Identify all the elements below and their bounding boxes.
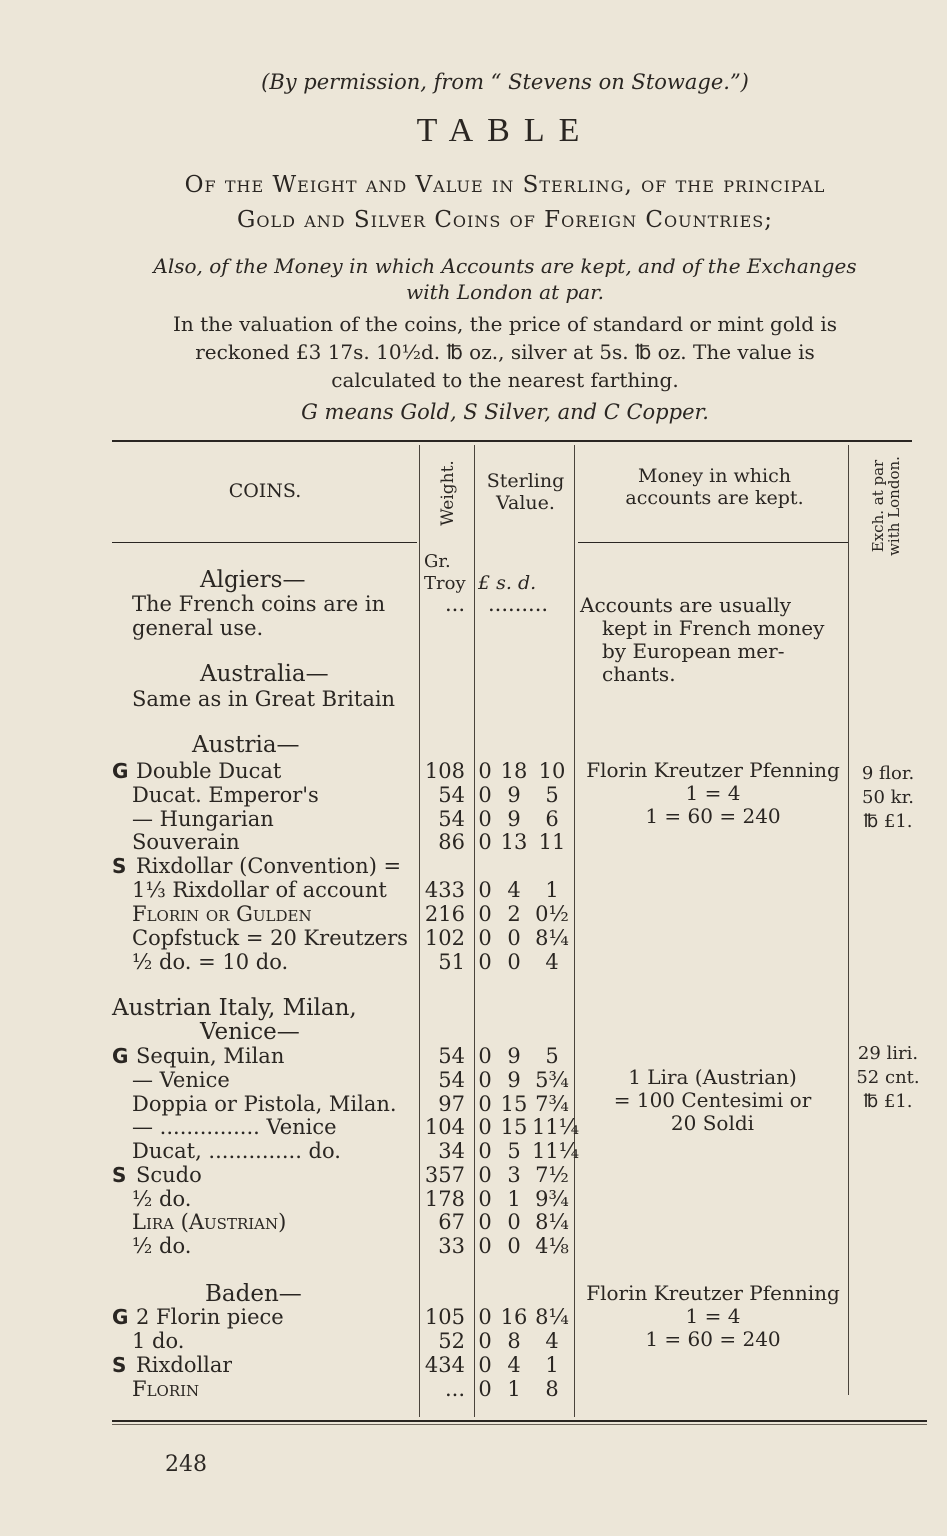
valuation-paragraph xyxy=(90,310,920,394)
weight-value: 52 xyxy=(438,1329,465,1353)
pounds-value: 0 xyxy=(478,1092,492,1116)
coin-name: Lira (Austrian) xyxy=(132,1210,287,1234)
country-heading: Austria— xyxy=(192,732,300,758)
pounds-value: 0 xyxy=(478,1115,492,1139)
weight-value: 54 xyxy=(438,1068,465,1092)
money-note-line: kept in French money xyxy=(602,616,825,640)
money-note-line: 9 flor. xyxy=(861,763,915,784)
metal-mark: G xyxy=(112,759,129,783)
column-divider-money xyxy=(574,445,575,1417)
pence-value: 1 xyxy=(545,878,559,902)
pence-value: 4 xyxy=(545,1329,559,1353)
weight-value: 216 xyxy=(424,902,465,926)
shillings-value: 0 xyxy=(507,950,521,974)
money-note-line: 1 = 4 xyxy=(685,1304,741,1328)
pounds-value: 0 xyxy=(478,807,492,831)
coin-name: ½ do. xyxy=(132,1234,192,1258)
permission-note: (By permission, from “ Stevens on Stowage.”) xyxy=(261,70,749,94)
coin-name: Doppia or Pistola, Milan. xyxy=(132,1092,397,1116)
shillings-value: 9 xyxy=(507,783,521,807)
money-note-line: Accounts are usually xyxy=(580,593,792,617)
pence-value: 7½ xyxy=(535,1163,569,1187)
coin-name: Sequin, Milan xyxy=(136,1044,285,1068)
shillings-value: 15 xyxy=(500,1092,528,1116)
header-sterling: Sterling Value. xyxy=(486,470,565,514)
pence-value: 5 xyxy=(545,1044,559,1068)
metal-legend: G means Gold, S Silver, and C Copper. xyxy=(301,400,709,424)
metal-mark: G xyxy=(112,1044,129,1068)
pounds-value: 0 xyxy=(478,1210,492,1234)
pence-value: 9¾ xyxy=(535,1187,569,1211)
weight-value: 34 xyxy=(438,1139,465,1163)
pence-value: 0½ xyxy=(535,902,569,926)
pence-value: 8¼ xyxy=(535,926,569,950)
shillings-value: 9 xyxy=(507,1044,521,1068)
shillings-value: 2 xyxy=(507,902,521,926)
pounds-value: 0 xyxy=(478,902,492,926)
coin-name: Same as in Great Britain xyxy=(132,687,396,711)
weight-value: 51 xyxy=(438,950,465,974)
shillings-value: 8 xyxy=(507,1329,521,1353)
shillings-value: 3 xyxy=(507,1163,521,1187)
weight-value: 54 xyxy=(438,783,465,807)
pounds-value: 0 xyxy=(478,1234,492,1258)
also-line-1: Also, of the Money in which Accounts are kept, and of the Exchanges xyxy=(153,254,857,278)
pence-value: 4 xyxy=(545,950,559,974)
pounds-value: 0 xyxy=(478,1068,492,1092)
sterling-value: ......... xyxy=(488,592,549,616)
shillings-value: 1 xyxy=(507,1187,521,1211)
sterling-units: £ s. d. xyxy=(478,572,537,594)
pounds-value: 0 xyxy=(478,926,492,950)
coin-name: — ............... Venice xyxy=(132,1115,337,1139)
pounds-value: 0 xyxy=(478,1353,492,1377)
shillings-value: 9 xyxy=(507,807,521,831)
pence-value: 11¼ xyxy=(532,1115,580,1139)
weight-value: 105 xyxy=(424,1305,465,1329)
coin-name: ½ do. xyxy=(132,1187,192,1211)
weight-value: 434 xyxy=(424,1353,465,1377)
pence-value: 11¼ xyxy=(532,1139,580,1163)
country-heading: Australia— xyxy=(200,661,329,687)
coin-name: 2 Florin piece xyxy=(136,1305,284,1329)
money-note-line: Florin Kreutzer Pfenning xyxy=(586,758,840,782)
pence-value: 1 xyxy=(545,1353,559,1377)
weight-value: 67 xyxy=(438,1210,465,1234)
weight-value: 97 xyxy=(438,1092,465,1116)
header-exchange: Exch. at par with London. xyxy=(869,456,903,556)
subtitle-line-2: Gold and Silver Coins of Foreign Countries; xyxy=(236,207,774,233)
coin-name: Double Ducat xyxy=(136,759,282,783)
weight-value: ... xyxy=(444,1377,465,1401)
money-note-line: Florin Kreutzer Pfenning xyxy=(586,1281,840,1305)
weight-value: 108 xyxy=(424,759,465,783)
header-money: Money in which accounts are kept. xyxy=(625,465,804,509)
country-heading: Venice— xyxy=(200,1019,300,1045)
money-note-line: ℔ £1. xyxy=(863,1091,913,1112)
pence-value: 11 xyxy=(538,830,566,854)
weight-value: 178 xyxy=(424,1187,465,1211)
coin-name: Rixdollar (Convention) = xyxy=(136,854,402,878)
coin-name: Ducat, .............. do. xyxy=(132,1139,341,1163)
weight-value: ... xyxy=(444,592,465,616)
shillings-value: 1 xyxy=(507,1377,521,1401)
subtitle-line-1: Of the Weight and Value in Sterling, of the principal xyxy=(184,172,826,198)
pounds-value: 0 xyxy=(478,1377,492,1401)
page-number: 248 xyxy=(165,1452,207,1477)
column-divider-sterling xyxy=(474,445,475,1417)
table-bottom-rule xyxy=(112,1420,927,1422)
coin-name: Ducat. Emperor's xyxy=(132,783,319,807)
weight-value: 54 xyxy=(438,807,465,831)
weight-value: 104 xyxy=(424,1115,465,1139)
money-note-line: 29 liri. xyxy=(857,1043,919,1064)
metal-mark: S xyxy=(112,854,127,878)
metal-mark: G xyxy=(112,1305,129,1329)
money-note-line: 1 = 60 = 240 xyxy=(645,1327,781,1351)
coin-name: The French coins are in xyxy=(132,592,386,616)
coin-name: Florin xyxy=(132,1377,200,1401)
country-heading: Baden— xyxy=(205,1281,302,1307)
also-line-2: with London at par. xyxy=(406,280,604,304)
shillings-value: 18 xyxy=(500,759,528,783)
pence-value: 6 xyxy=(545,807,559,831)
pounds-value: 0 xyxy=(478,830,492,854)
pounds-value: 0 xyxy=(478,759,492,783)
money-note-line: 1 = 4 xyxy=(685,781,741,805)
pounds-value: 0 xyxy=(478,878,492,902)
pence-value: 10 xyxy=(538,759,566,783)
money-note-line: 52 cnt. xyxy=(856,1067,920,1088)
money-note-line: chants. xyxy=(602,662,676,686)
pounds-value: 0 xyxy=(478,1044,492,1068)
pounds-value: 0 xyxy=(478,1163,492,1187)
pence-value: 8 xyxy=(545,1377,559,1401)
also-note xyxy=(90,253,920,305)
country-heading: Austrian Italy, Milan, xyxy=(112,995,357,1021)
header-rule-money xyxy=(578,542,848,543)
coin-name: Souverain xyxy=(132,830,240,854)
page-title: TABLE xyxy=(416,112,594,149)
pence-value: 5¾ xyxy=(535,1068,569,1092)
pounds-value: 0 xyxy=(478,1329,492,1353)
coin-name: — Hungarian xyxy=(132,807,274,831)
pence-value: 4⅛ xyxy=(535,1234,569,1258)
header-coins: COINS. xyxy=(228,480,302,502)
valuation-line-2: reckoned £3 17s. 10½d. ℔ oz., silver at 5s. ℔ oz. The value is xyxy=(195,340,815,364)
coin-name: ½ do. = 10 do. xyxy=(132,950,289,974)
pounds-value: 0 xyxy=(478,1187,492,1211)
pence-value: 7¾ xyxy=(535,1092,569,1116)
coin-name: general use. xyxy=(132,616,264,640)
coin-name: — Venice xyxy=(132,1068,230,1092)
shillings-value: 0 xyxy=(507,926,521,950)
coin-name: Copfstuck = 20 Kreutzers xyxy=(132,926,408,950)
money-note-line: 20 Soldi xyxy=(670,1111,755,1135)
pence-value: 8¼ xyxy=(535,1210,569,1234)
weight-unit: Gr. Troy xyxy=(424,551,466,594)
weight-value: 102 xyxy=(424,926,465,950)
column-divider-weight xyxy=(419,445,420,1417)
header-weight: Weight. xyxy=(438,460,458,526)
shillings-value: 13 xyxy=(500,830,528,854)
pounds-value: 0 xyxy=(478,783,492,807)
table-top-rule xyxy=(112,440,912,442)
shillings-value: 16 xyxy=(500,1305,528,1329)
coin-name: Florin or Gulden xyxy=(132,902,312,926)
weight-value: 33 xyxy=(438,1234,465,1258)
shillings-value: 9 xyxy=(507,1068,521,1092)
footer-rule xyxy=(112,1424,927,1425)
coin-name: Rixdollar xyxy=(136,1353,233,1377)
shillings-value: 15 xyxy=(500,1115,528,1139)
weight-value: 433 xyxy=(424,878,465,902)
shillings-value: 0 xyxy=(507,1234,521,1258)
money-note-line: by European mer- xyxy=(602,639,785,663)
money-note-line: 1 = 60 = 240 xyxy=(645,804,781,828)
pence-value: 8¼ xyxy=(535,1305,569,1329)
column-divider-exchange xyxy=(848,445,849,1395)
metal-mark: S xyxy=(112,1163,127,1187)
metal-mark: S xyxy=(112,1353,127,1377)
shillings-value: 0 xyxy=(507,1210,521,1234)
coin-name: Scudo xyxy=(136,1163,202,1187)
coin-name: 1⅓ Rixdollar of account xyxy=(132,878,387,902)
pence-value: 5 xyxy=(545,783,559,807)
shillings-value: 5 xyxy=(507,1139,521,1163)
money-note-line: 50 kr. xyxy=(862,787,914,808)
money-note-line: = 100 Centesimi or xyxy=(613,1088,812,1112)
country-heading: Algiers— xyxy=(200,567,306,593)
shillings-value: 4 xyxy=(507,1353,521,1377)
valuation-line-3: calculated to the nearest farthing. xyxy=(331,368,679,392)
pounds-value: 0 xyxy=(478,950,492,974)
weight-value: 357 xyxy=(424,1163,465,1187)
weight-value: 54 xyxy=(438,1044,465,1068)
pounds-value: 0 xyxy=(478,1139,492,1163)
header-rule-coins xyxy=(112,542,417,543)
valuation-line-1: In the valuation of the coins, the price of standard or mint gold is xyxy=(172,312,838,336)
weight-value: 86 xyxy=(438,830,465,854)
pounds-value: 0 xyxy=(478,1305,492,1329)
shillings-value: 4 xyxy=(507,878,521,902)
coin-name: 1 do. xyxy=(132,1329,185,1353)
money-note-line: 1 Lira (Austrian) xyxy=(628,1065,797,1089)
money-note-line: ℔ £1. xyxy=(863,811,913,832)
